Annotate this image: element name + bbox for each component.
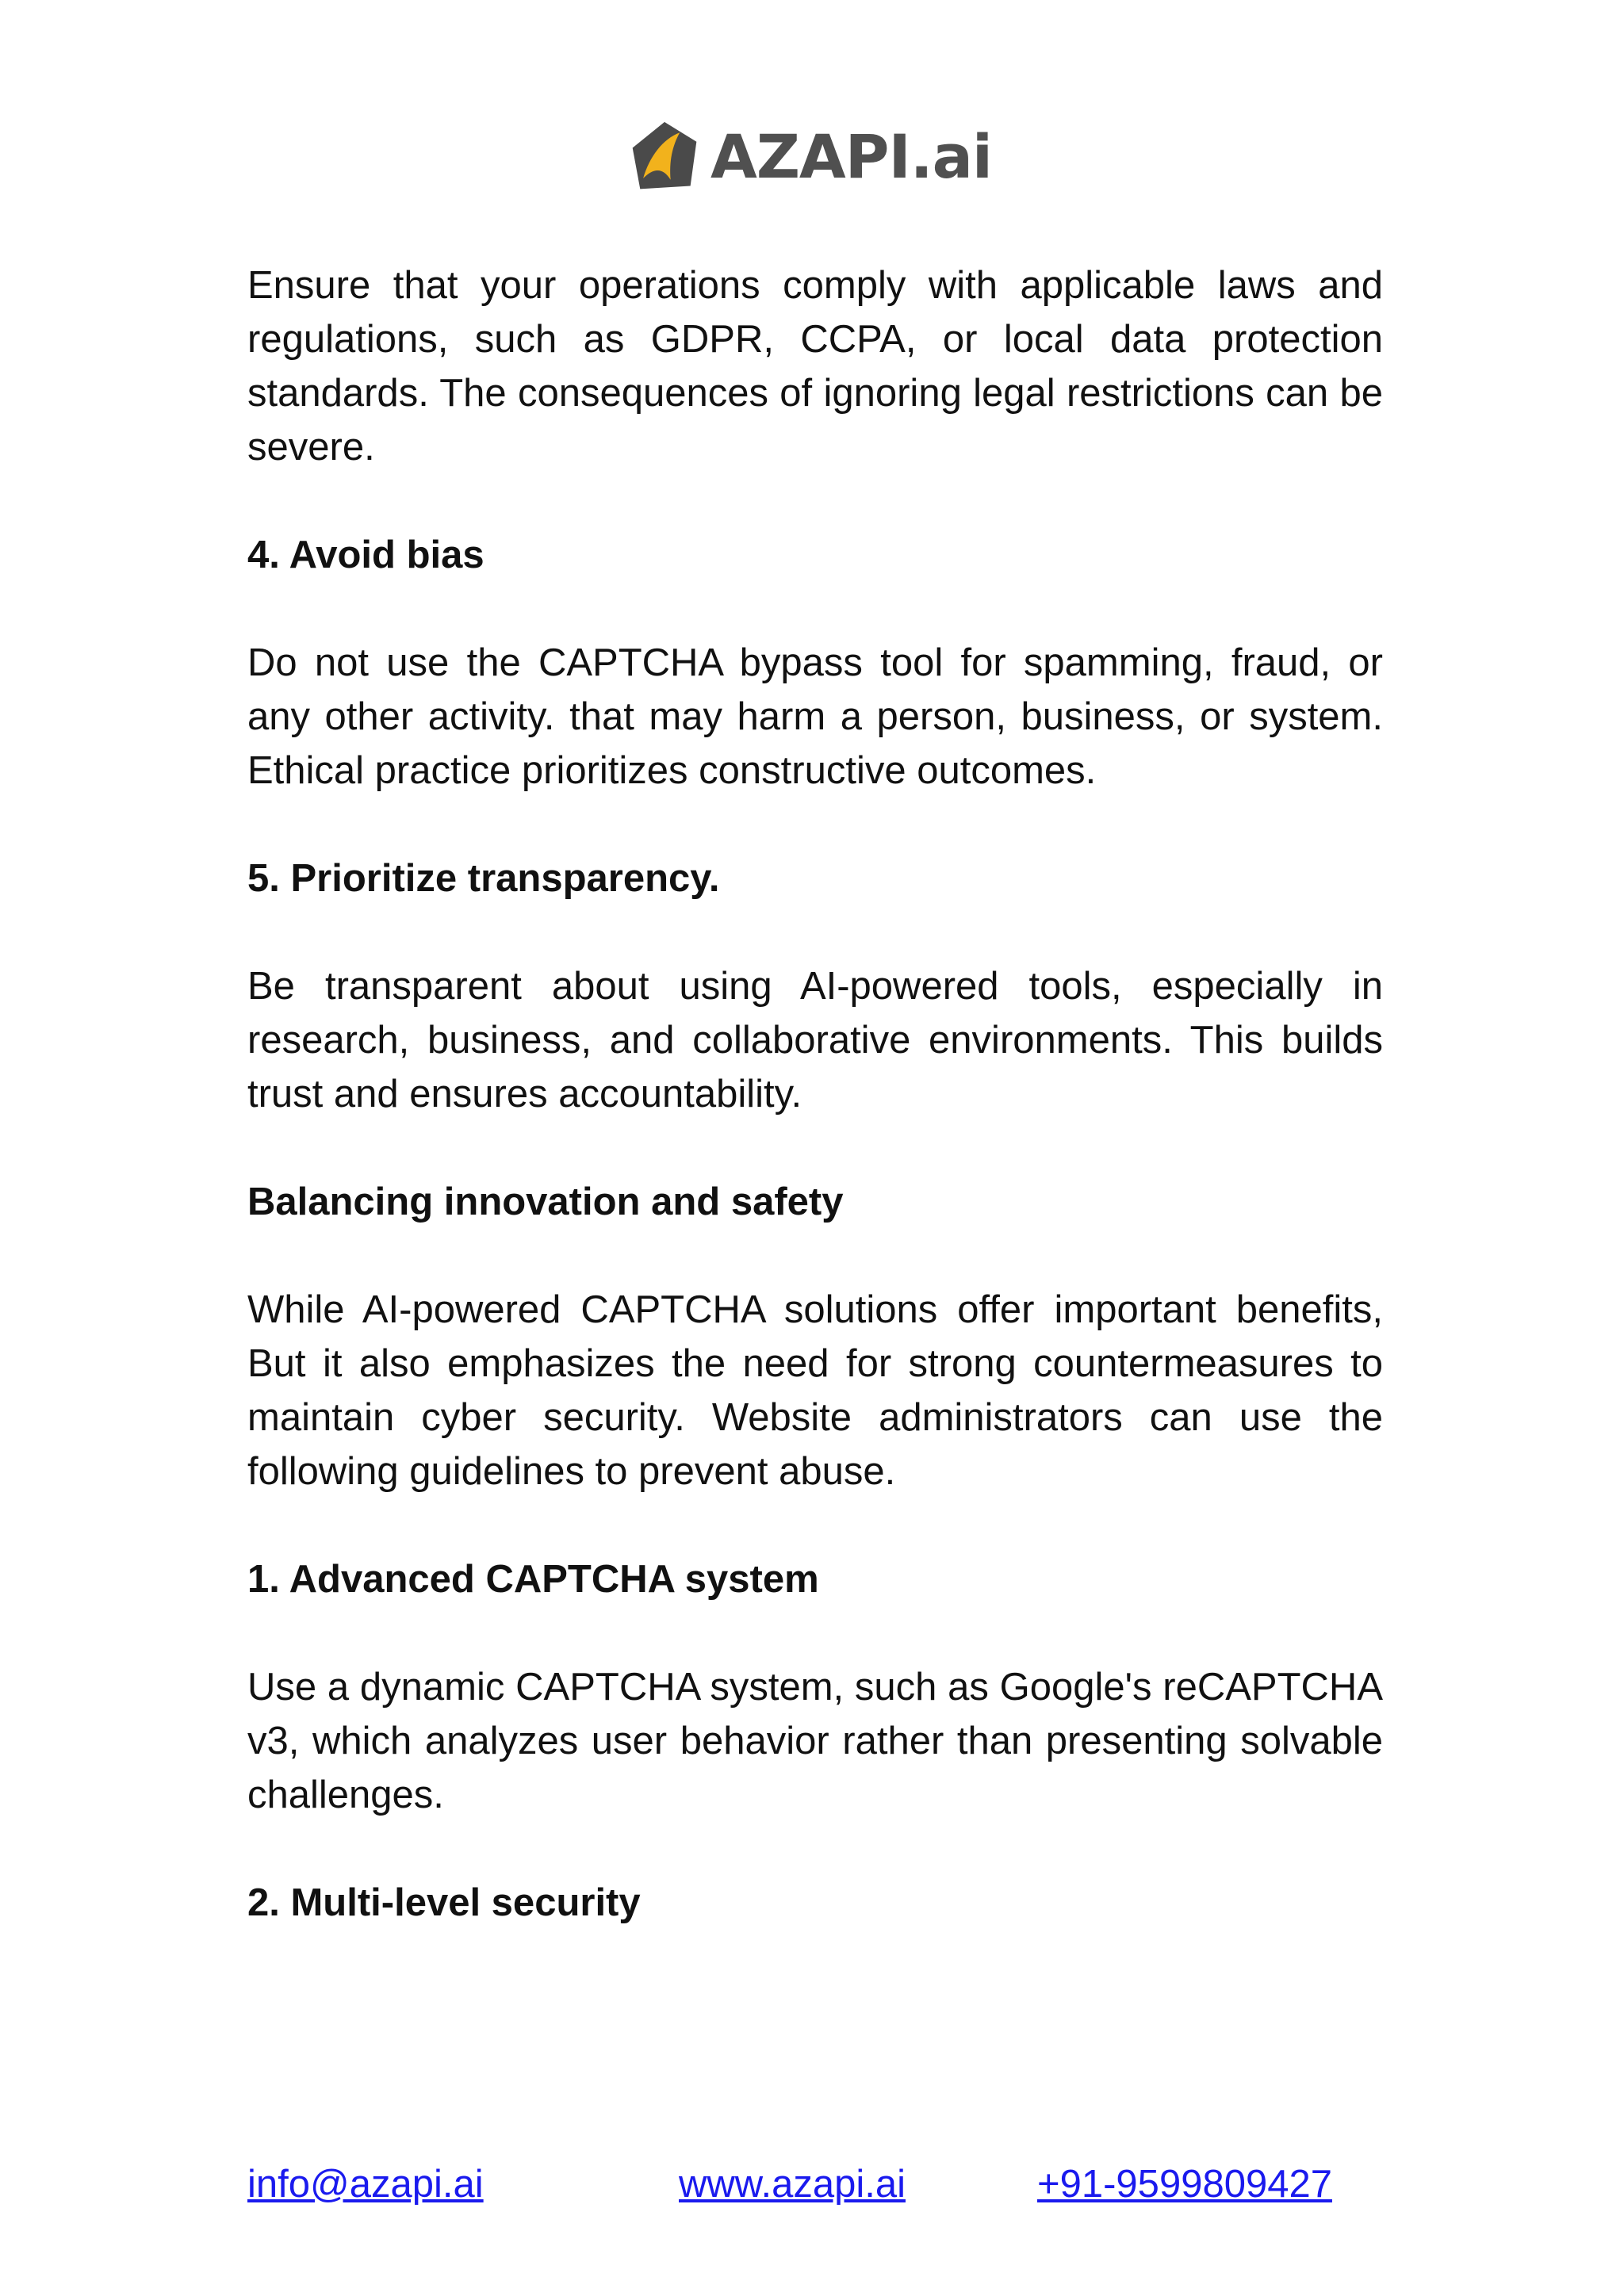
heading-prioritize-transparency: 5. Prioritize transparency. [247,857,720,900]
footer [0,2156,1624,2212]
paragraph-balancing-innovation: While AI-powered CAPTCHA solutions offer important benefits, But it also emphasizes the need for strong countermeasures to maintain cyber security. Website administrators can use the following guidelines to prevent abuse. [247,1288,1383,1493]
document-body [247,258,1383,1984]
logo-text: AZAPI.ai [710,121,992,192]
paragraph-transparency: Be transparent about using AI-powered tools, especially in research, business, and collaborative environments. This builds trust and ensures accountability. [247,965,1383,1115]
paragraph-avoid-bias: Do not use the CAPTCHA bypass tool for spamming, fraud, or any other activity. that may harm a person, business, or system. Ethical practice prioritizes constructive outcomes. [247,641,1383,792]
heading-balancing-innovation: Balancing innovation and safety [247,1181,844,1223]
azapi-logo-icon [626,119,703,195]
heading-advanced-captcha: 1. Advanced CAPTCHA system [247,1558,819,1601]
company-logo [626,119,992,195]
email-link[interactable]: info@azapi.ai [247,2163,484,2206]
website-link[interactable]: www.azapi.ai [679,2163,906,2206]
paragraph-legal-compliance: Ensure that your operations comply with applicable laws and regulations, such as GDPR, CCPA, or local data protection standards. The consequences of ignoring legal restrictions can be severe. [247,264,1383,469]
phone-link[interactable]: +91-9599809427 [1037,2163,1332,2206]
heading-multi-level-security: 2. Multi-level security [247,1881,641,1924]
heading-avoid-bias: 4. Avoid bias [247,534,485,576]
paragraph-advanced-captcha: Use a dynamic CAPTCHA system, such as Google's reCAPTCHA v3, which analyzes user behavior rather than presenting solvable challenges. [247,1666,1383,1816]
